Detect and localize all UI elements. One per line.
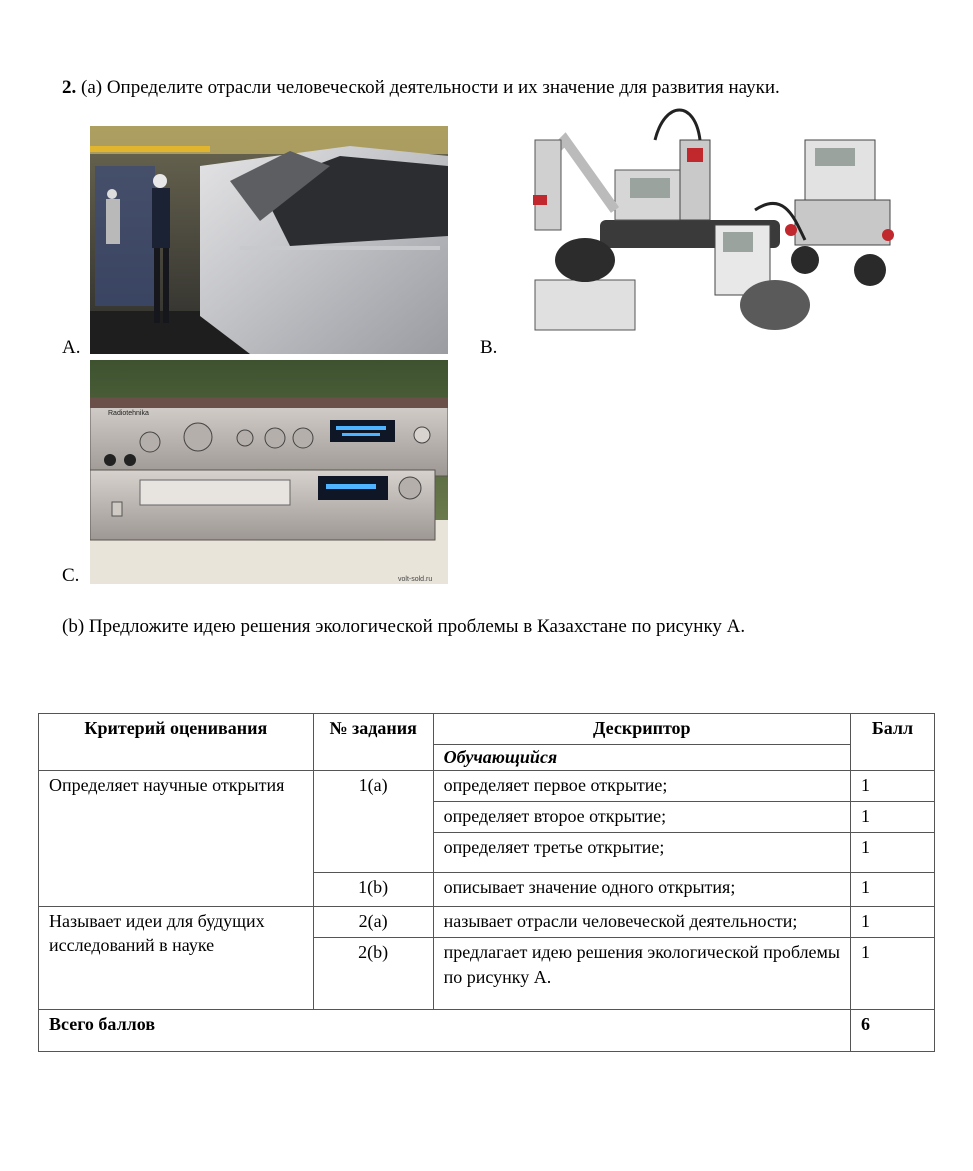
task-number-cell: 1(a)	[313, 770, 433, 873]
header-task-number: № задания	[313, 714, 433, 771]
total-label: Всего баллов	[39, 1010, 851, 1052]
question-part-b: (b) Предложите идею решения экологической проблемы в Казахстане по рисунку А.	[62, 616, 746, 637]
table-row	[39, 907, 935, 938]
figure-b-label: B.	[480, 337, 498, 358]
score-cell: 1	[851, 873, 935, 907]
descriptor-cell: определяет третье открытие;	[433, 833, 850, 873]
score-cell: 1	[851, 938, 935, 1010]
header-score: Балл	[851, 714, 935, 771]
task-number-cell: 2(a)	[313, 907, 433, 938]
descriptor-cell: предлагает идею решения экологической проблемы по рисунку А.	[433, 938, 850, 1010]
score-cell: 1	[851, 907, 935, 938]
question-part-a: (a) Определите отрасли человеческой деятельности и их значение для развития науки.	[81, 77, 780, 98]
descriptor-cell: называет отрасли человеческой деятельности;	[433, 907, 850, 938]
table-row	[39, 770, 935, 801]
descriptor-cell: определяет второе открытие;	[433, 801, 850, 832]
question-heading	[62, 77, 780, 99]
photo-watermark: volt-sold.ru	[398, 576, 433, 583]
figure-a-label: A.	[62, 337, 81, 358]
task-number-cell: 2(b)	[313, 938, 433, 1010]
stereo-equipment-photo	[90, 360, 448, 584]
header-criterion: Критерий оценивания	[39, 714, 314, 771]
task-number-cell: 1(b)	[313, 873, 433, 907]
header-descriptor: Дескриптор	[433, 714, 850, 745]
question-number: 2.	[62, 77, 77, 98]
total-score: 6	[851, 1010, 935, 1052]
car-assembly-photo	[90, 126, 448, 354]
score-cell: 1	[851, 801, 935, 832]
total-row	[39, 1010, 935, 1052]
figure-c-label: C.	[62, 565, 80, 586]
robotics-kit-photo	[505, 100, 905, 355]
assessment-rubric-table	[38, 713, 935, 1052]
stereo-brand-label: Radiotehnika	[108, 410, 149, 417]
criterion-cell: Называет идеи для будущих исследований в науке	[39, 907, 314, 1010]
score-cell: 1	[851, 833, 935, 873]
descriptor-cell: определяет первое открытие;	[433, 770, 850, 801]
header-descriptor-sub: Обучающийся	[433, 745, 850, 770]
score-cell: 1	[851, 770, 935, 801]
descriptor-cell: описывает значение одного открытия;	[433, 873, 850, 907]
criterion-cell: Определяет научные открытия	[39, 770, 314, 907]
